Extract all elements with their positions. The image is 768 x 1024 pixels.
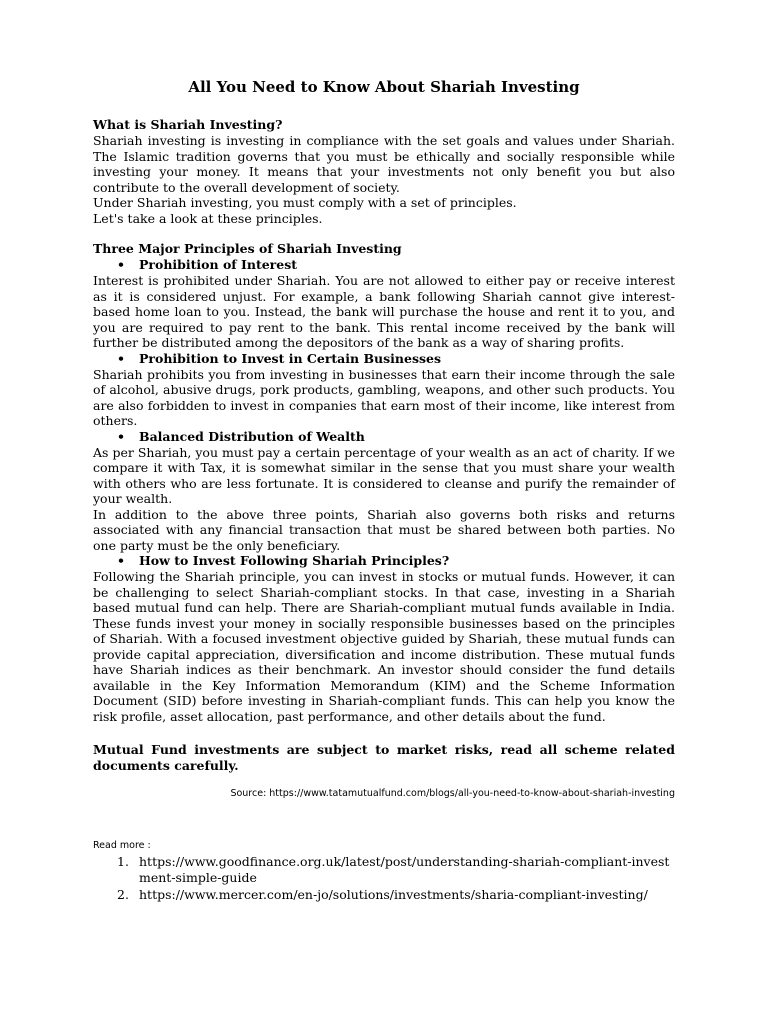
- read-more-item: [93, 854, 675, 886]
- intro-line-principles: Let's take a look at these principles.: [93, 210, 323, 226]
- risk-disclaimer: Mutual Fund investments are subject to market risks, read all scheme related documents carefully.: [93, 742, 675, 773]
- bullet-icon: •: [117, 553, 125, 568]
- bullet-icon: •: [117, 350, 125, 366]
- source-citation: Source: https://www.tatamutualfund.com/blogs/all-you-need-to-know-about-shariah-investing: [230, 788, 675, 799]
- page-title: All You Need to Know About Shariah Investing: [188, 78, 580, 96]
- principle-body-how-to-invest: Following the Shariah principle, you can invest in stocks or mutual funds. However, it can be challenging to select Shariah-compliant stocks. In that case, investing in a Shariah based mutual fund can help. There are Shariah-compliant mutual funds available in India. These funds invest your money in socially responsible businesses based on the principles of Shariah. With a focused investment objective guided by Shariah, these mutual funds can provide capital appreciation, diversification and income distribution. These mutual funds have Shariah indices as their benchmark. An investor should consider the fund details available in the Key Information Memorandum (KIM) and the Scheme Information Document (SID) before investing in Shariah-compliant funds. This can help you know the risk profile, asset allocation, past performance, and other details about the fund.: [93, 569, 675, 724]
- read-more-item: [93, 887, 675, 903]
- principle-body-wealth: As per Shariah, you must pay a certain percentage of your wealth as an act of charity. If we compare it with Tax, it is somewhat similar in the sense that you must share your wealth with others who are less fortunate. It is considered to cleanse and purify the remainder of your wealth.: [93, 444, 675, 506]
- list-number: 2.: [117, 887, 129, 902]
- list-number: 1.: [117, 854, 129, 869]
- bullet-heading-text: Balanced Distribution of Wealth: [139, 428, 365, 444]
- read-more-link-mercer[interactable]: https://www.mercer.com/en-jo/solutions/investments/sharia-compliant-investing/: [139, 887, 648, 902]
- bullet-icon: •: [117, 428, 125, 444]
- principle-body-interest: Interest is prohibited under Shariah. You are not allowed to either pay or receive interest as it is considered unjust. For example, a bank following Shariah cannot give interest-based home loan to you. Instead, the bank will purchase the house and rent it to you, and you are required to pay rent to the bank. This rental income received by the bank will further be distributed among the depositors of the bank as a way of sharing profits.: [93, 273, 675, 350]
- bullet-heading-interest: [93, 257, 675, 273]
- read-more-label: Read more :: [93, 840, 151, 851]
- bullet-heading-how-to-invest: [93, 553, 675, 569]
- section-heading-what-is: What is Shariah Investing?: [93, 117, 283, 132]
- document-page: [93, 76, 675, 904]
- bullet-heading-text: How to Invest Following Shariah Principles?: [139, 553, 450, 568]
- principle-body-risks: In addition to the above three points, Shariah also governs both risks and returns associated with any financial transaction that must be shared between both parties. No one party must be the only beneficiary.: [93, 506, 675, 553]
- intro-line-comply: Under Shariah investing, you must comply with a set of principles.: [93, 195, 517, 210]
- read-more-link-goodfinance[interactable]: https://www.goodfinance.org.uk/latest/post/understanding-shariah-compliant-investment-simple-guide: [139, 854, 670, 885]
- bullet-heading-businesses: [93, 351, 675, 367]
- section-heading-principles: Three Major Principles of Shariah Investing: [93, 241, 402, 256]
- bullet-heading-text: Prohibition to Invest in Certain Businesses: [139, 350, 442, 366]
- principle-body-businesses: Shariah prohibits you from investing in businesses that earn their income through the sale of alcohol, abusive drugs, pork products, gambling, weapons, and other such products. You are also forbidden to invest in companies that earn most of their income, like interest from others.: [93, 366, 675, 428]
- bullet-heading-wealth: [93, 429, 675, 445]
- intro-paragraph: Shariah investing is investing in compliance with the set goals and values under Shariah. The Islamic tradition governs that you must be ethically and socially responsible while investing your money. It means that your investments not only benefit you but also contribute to the overall development of society.: [93, 133, 675, 195]
- bullet-heading-text: Prohibition of Interest: [139, 257, 298, 272]
- bullet-icon: •: [117, 257, 125, 272]
